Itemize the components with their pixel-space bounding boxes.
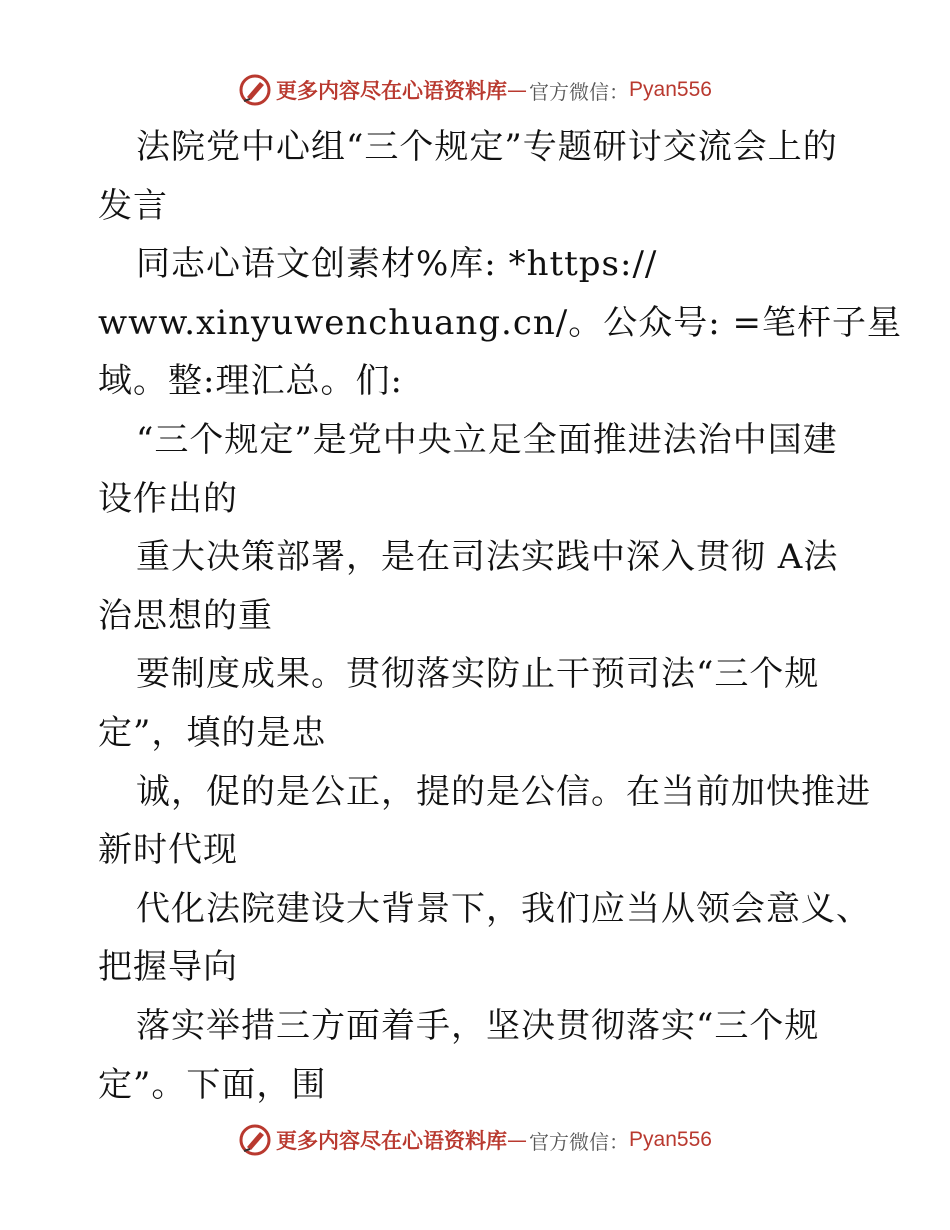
text-line: 要制度成果。贯彻落实防止干预司法“三个规 [136, 654, 820, 695]
quill-logo-icon [238, 73, 272, 107]
banner-brand: 更多内容尽在心语资料库 [276, 78, 508, 103]
text-line: 法院党中心组“三个规定”专题研讨交流会上的 [136, 127, 838, 167]
text-line: 代化法院建设大背景下，我们应当从领会意义、 [136, 888, 871, 929]
text-line: 域。整:理汇总。们: [98, 361, 403, 402]
banner-separator: — [507, 1128, 528, 1152]
text-line: 同志心语文创素材%库: *https:// [136, 244, 658, 285]
document-body [98, 118, 902, 1114]
banner-brand: 更多内容尽在心语资料库 [276, 1128, 508, 1153]
quill-logo-icon [238, 1123, 272, 1157]
text-line: 定”。下面，围 [98, 1064, 327, 1105]
banner-wechat-label: 官方微信： [529, 79, 630, 104]
text-line: 治思想的重 [98, 595, 273, 636]
banner-wechat-id: Pyan556 [629, 1128, 712, 1151]
footer-banner [0, 1120, 950, 1160]
banner-wechat-label: 官方微信： [529, 1129, 630, 1154]
text-line: 定”，填的是忠 [98, 712, 327, 753]
text-line: 新时代现 [98, 830, 238, 871]
text-line: 设作出的 [98, 478, 238, 519]
banner-separator: — [507, 78, 528, 102]
text-line: 发言 [98, 185, 168, 226]
text-line: 把握导向 [98, 947, 238, 988]
text-line: “三个规定”是党中央立足全面推进法治中国建 [136, 419, 838, 460]
header-banner [0, 70, 950, 110]
banner-wechat-id: Pyan556 [629, 78, 712, 101]
text-line: www.xinyuwenchuang.cn/。公众号: =笔杆子星 [98, 302, 902, 343]
text-line: 重大决策部署，是在司法实践中深入贯彻 A法 [136, 537, 839, 578]
text-line: 诚，促的是公正，提的是公信。在当前加快推进 [136, 771, 871, 812]
text-line: 落实举措三方面着手，坚决贯彻落实“三个规 [136, 1005, 820, 1046]
